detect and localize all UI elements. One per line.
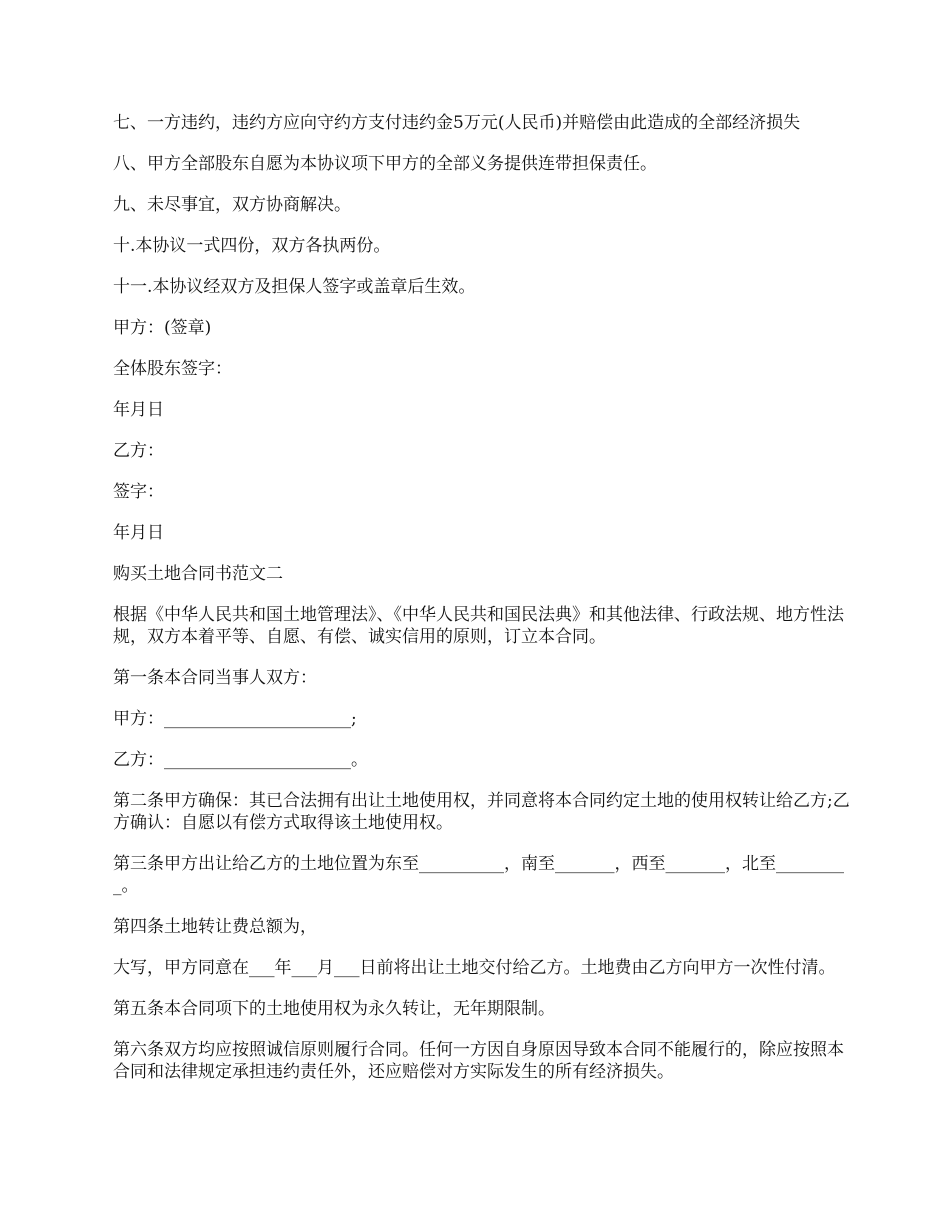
document-page bbox=[113, 112, 853, 1102]
article-4-delivery: 大写，甲方同意在___年___月___日前将出让土地交付给乙方。土地费由乙方向甲方一次性付清。 bbox=[113, 958, 836, 978]
article-3-location: 第三条甲方出让给乙方的土地位置为东至__________，南至_______，西至_______，北至_________。 bbox=[113, 854, 844, 896]
article-6-good-faith: 第六条双方均应按照诚信原则履行合同。任何一方因自身原因导致本合同不能履行的，除应按照本合同和法律规定承担违约责任外，还应赔偿对方实际发生的所有经济损失。 bbox=[113, 1040, 844, 1082]
date-line-b: 年月日 bbox=[113, 523, 164, 543]
article-5-perpetual: 第五条本合同项下的土地使用权为永久转让，无年期限制。 bbox=[113, 999, 555, 1019]
clause-11-effectiveness: 十一.本协议经双方及担保人签字或盖章后生效。 bbox=[113, 277, 476, 297]
clause-8-shareholder-guarantee: 八、甲方全部股东自愿为本协议项下甲方的全部义务提供连带担保责任。 bbox=[113, 154, 657, 174]
clause-9-unresolved-matters: 九、未尽事宜，双方协商解决。 bbox=[113, 195, 351, 215]
preamble: 根据《中华人民共和国土地管理法》、《中华人民共和国民法典》和其他法律、行政法规、地方性法规，双方本着平等、自愿、有偿、诚实信用的原则，订立本合同。 bbox=[113, 605, 844, 647]
article-4-fee: 第四条土地转让费总额为， bbox=[113, 917, 317, 937]
clause-10-copies: 十.本协议一式四份，双方各执两份。 bbox=[113, 236, 391, 256]
party-a-blank: 甲方：______________________; bbox=[113, 709, 357, 729]
article-1-parties: 第一条本合同当事人双方： bbox=[113, 668, 317, 688]
date-line-a: 年月日 bbox=[113, 400, 164, 420]
party-a-seal-line: 甲方：(签章) bbox=[113, 318, 212, 338]
shareholders-signature-line: 全体股东签字： bbox=[113, 359, 232, 379]
signature-line: 签字： bbox=[113, 482, 164, 502]
party-b-blank: 乙方：______________________。 bbox=[113, 750, 368, 770]
clause-7-breach-penalty: 七、一方违约，违约方应向守约方支付违约金5万元(人民币)并赔偿由此造成的全部经济损失 bbox=[113, 113, 801, 133]
article-2-warranty: 第二条甲方确保：其已合法拥有出让土地使用权，并同意将本合同约定土地的使用权转让给乙方;乙方确认：自愿以有偿方式取得该土地使用权。 bbox=[113, 791, 850, 833]
section-title: 购买土地合同书范文二 bbox=[113, 564, 283, 584]
party-b-line: 乙方： bbox=[113, 441, 164, 461]
